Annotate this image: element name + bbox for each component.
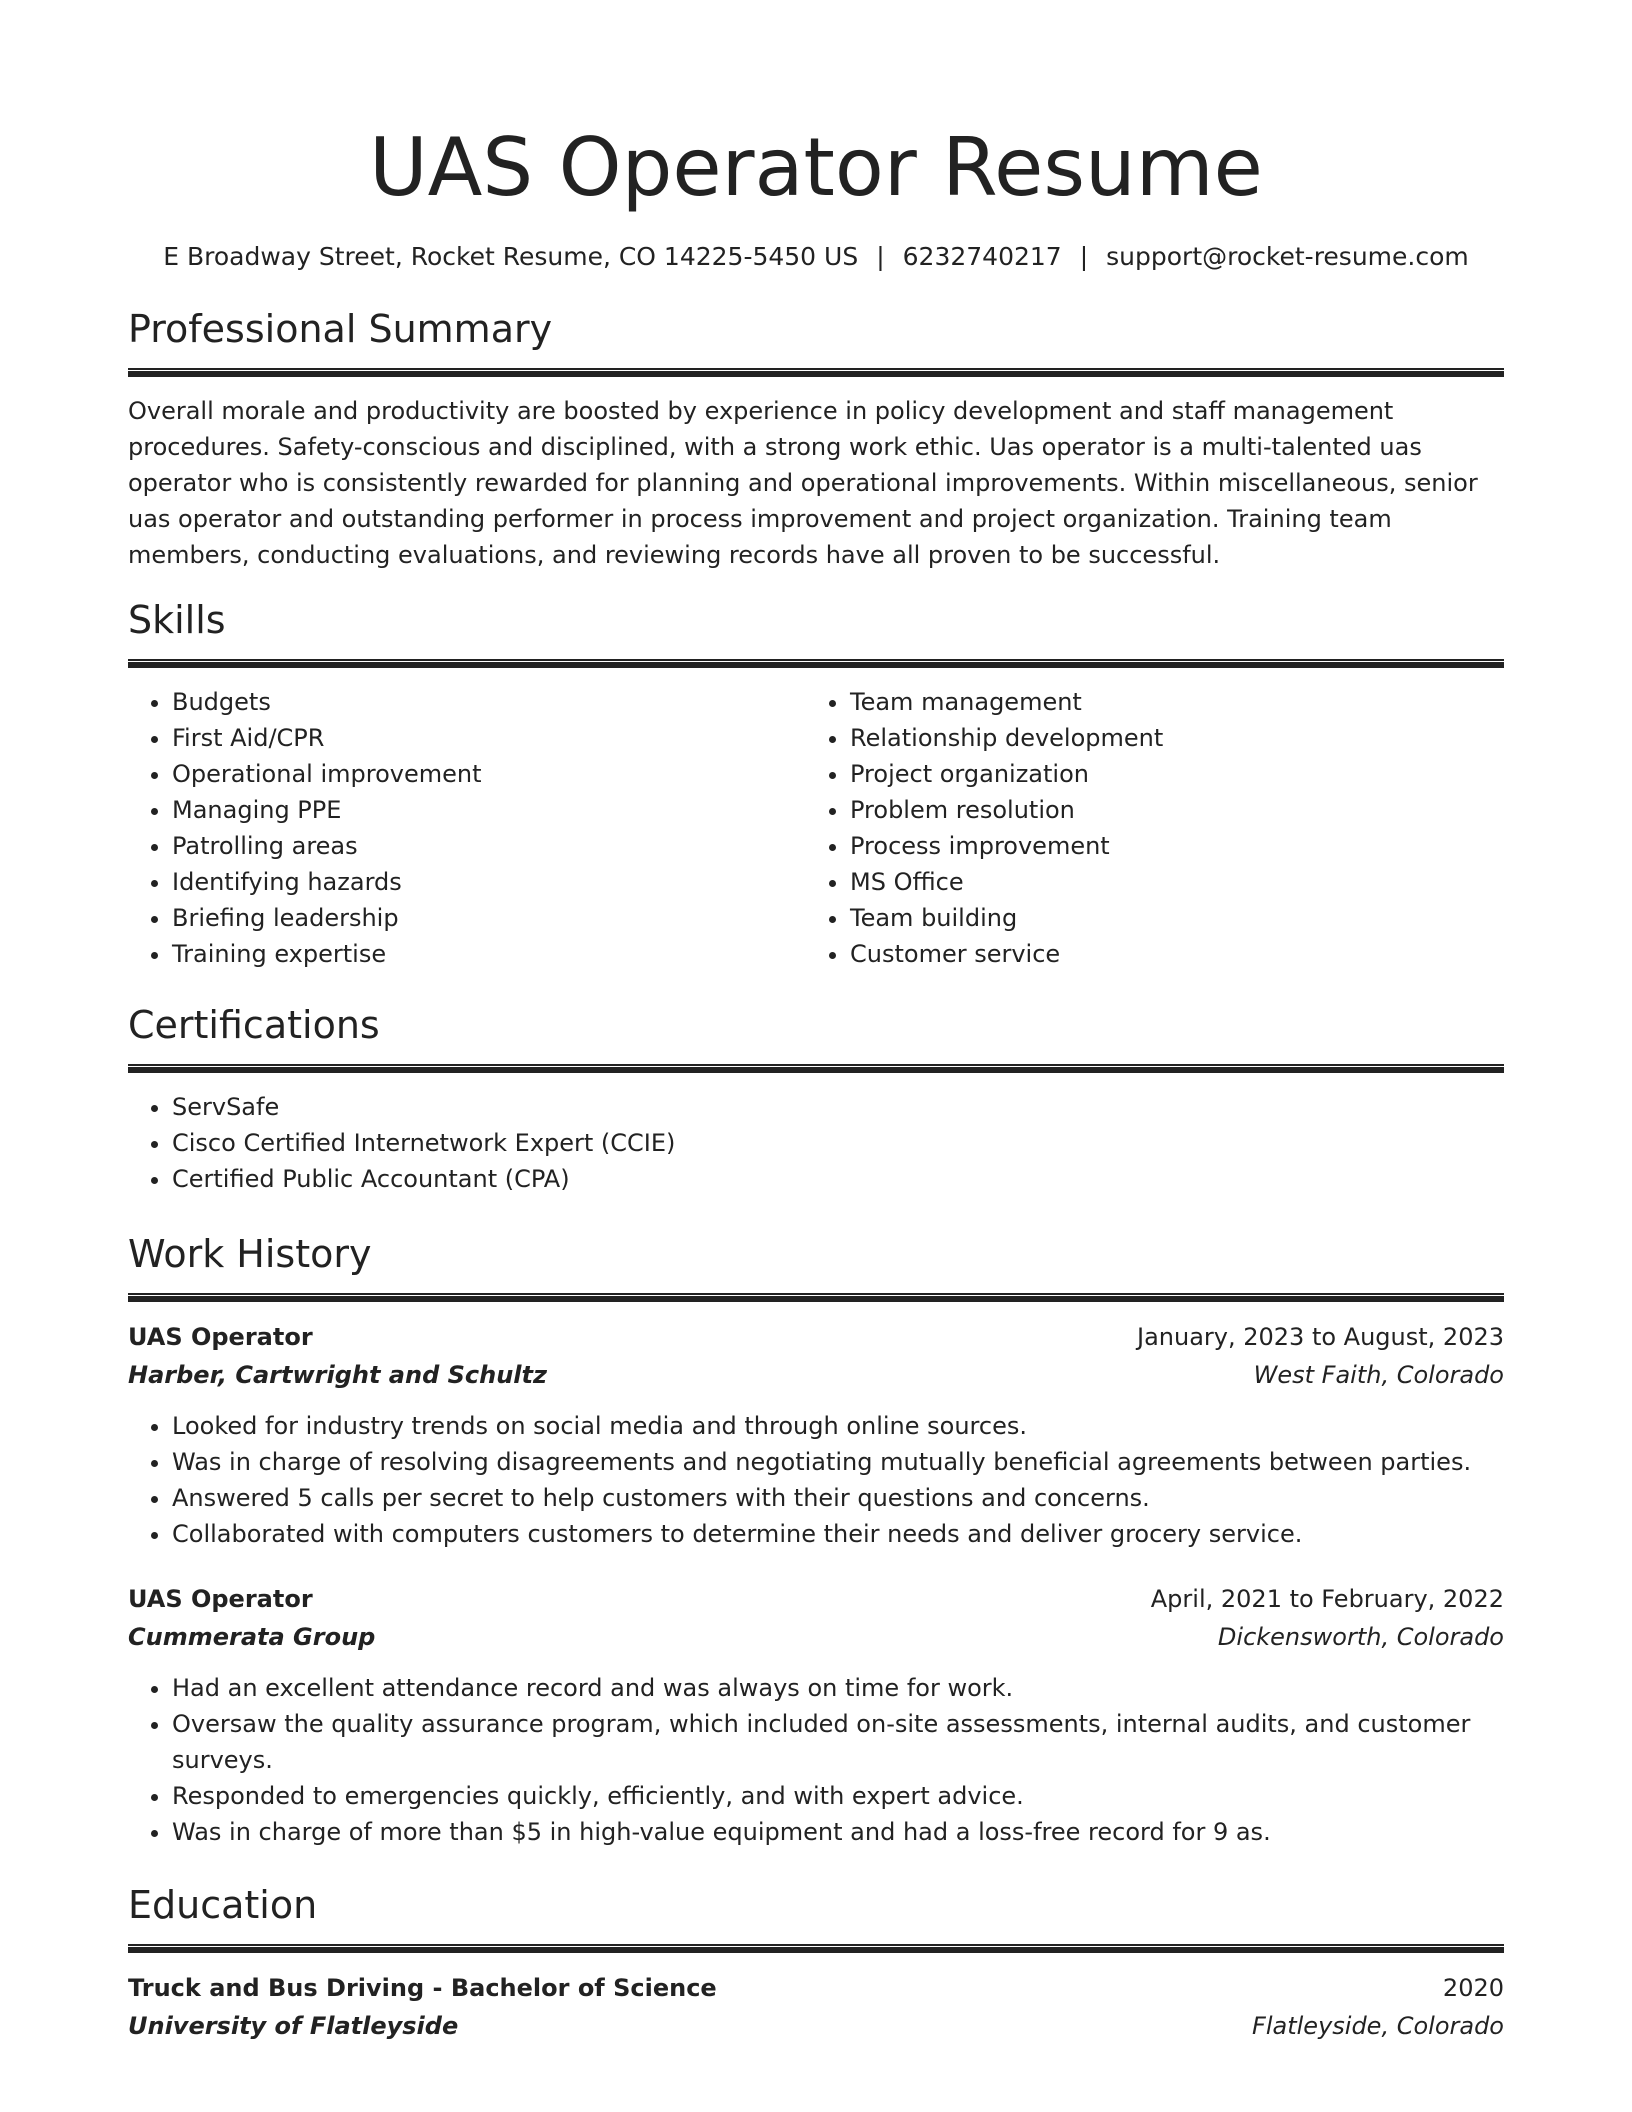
skill-item: • Team management	[850, 684, 1504, 720]
contact-address: E Broadway Street, Rocket Resume, CO 14225-5450 US	[163, 242, 859, 271]
job-entry	[128, 1318, 1504, 1552]
skill-item: • First Aid/CPR	[172, 720, 806, 756]
contact-email: support@rocket-resume.com	[1106, 242, 1469, 271]
section-heading-certifications: Certifications	[128, 1003, 380, 1047]
skill-item: • Problem resolution	[850, 792, 1504, 828]
education-year: 2020	[1442, 1974, 1504, 2002]
skills-list-right	[806, 684, 1504, 972]
job-company-row	[128, 1356, 1504, 1394]
job-duties-list	[128, 1408, 1504, 1552]
contact-separator: |	[1079, 242, 1089, 271]
job-entry	[128, 1580, 1504, 1850]
resume-page	[128, 0, 1504, 2045]
job-title: UAS Operator	[128, 1323, 313, 1351]
skill-item: • Relationship development	[850, 720, 1504, 756]
skills-list-left	[128, 684, 806, 972]
section-divider	[128, 368, 1504, 377]
certification-item: • ServSafe	[172, 1089, 1504, 1125]
section-divider	[128, 1293, 1504, 1302]
job-duty: • Was in charge of resolving disagreements and negotiating mutually beneficial agreements between parties.	[172, 1444, 1504, 1480]
certifications-section	[128, 1000, 1504, 1197]
job-duty: • Looked for industry trends on social media and through online sources.	[172, 1408, 1504, 1444]
job-header-row	[128, 1580, 1504, 1618]
skill-item: • Briefing leadership	[172, 900, 806, 936]
job-header-row	[128, 1318, 1504, 1356]
education-entry	[128, 1969, 1504, 2045]
job-title: UAS Operator	[128, 1585, 313, 1613]
job-duty: • Oversaw the quality assurance program, which included on-site assessments, internal audits, and customer surveys.	[172, 1706, 1504, 1778]
skills-section	[128, 595, 1504, 972]
certifications-list	[128, 1089, 1504, 1197]
job-duties-list	[128, 1670, 1504, 1850]
section-divider	[128, 1064, 1504, 1073]
job-duty: • Collaborated with computers customers to determine their needs and deliver grocery service.	[172, 1516, 1504, 1552]
education-location: Flatleyside, Colorado	[1252, 2012, 1504, 2040]
skill-item: • Operational improvement	[172, 756, 806, 792]
section-divider	[128, 1944, 1504, 1953]
section-heading-skills: Skills	[128, 598, 226, 642]
skill-item: • Project organization	[850, 756, 1504, 792]
section-divider	[128, 659, 1504, 668]
job-location: West Faith, Colorado	[1253, 1361, 1504, 1389]
section-heading-education: Education	[128, 1883, 318, 1927]
certification-item: • Certified Public Accountant (CPA)	[172, 1161, 1504, 1197]
certification-item: • Cisco Certified Internetwork Expert (CCIE)	[172, 1125, 1504, 1161]
resume-title: UAS Operator Resume	[369, 121, 1263, 214]
job-dates: January, 2023 to August, 2023	[1137, 1323, 1504, 1351]
job-duty: • Answered 5 calls per secret to help customers with their questions and concerns.	[172, 1480, 1504, 1516]
skill-item: • Identifying hazards	[172, 864, 806, 900]
job-location: Dickensworth, Colorado	[1217, 1623, 1504, 1651]
section-heading-work-history: Work History	[128, 1232, 372, 1276]
section-heading-summary: Professional Summary	[128, 307, 553, 351]
contact-separator: |	[876, 242, 885, 271]
skill-item: • Team building	[850, 900, 1504, 936]
job-duty: • Was in charge of more than $5 in high-value equipment and had a loss-free record for 9 as.	[172, 1814, 1504, 1850]
skill-item: • Patrolling areas	[172, 828, 806, 864]
job-company: Cummerata Group	[128, 1623, 376, 1651]
skill-item: • Budgets	[172, 684, 806, 720]
work-history-section	[128, 1229, 1504, 1850]
education-header-row	[128, 1969, 1504, 2007]
skill-item: • MS Office	[850, 864, 1504, 900]
skills-grid	[128, 668, 1504, 972]
summary-section	[128, 304, 1504, 573]
job-duty: • Responded to emergencies quickly, efficiently, and with expert advice.	[172, 1778, 1504, 1814]
job-company-row	[128, 1618, 1504, 1656]
skill-item: • Managing PPE	[172, 792, 806, 828]
skill-item: • Process improvement	[850, 828, 1504, 864]
education-school-row	[128, 2007, 1504, 2045]
skill-item: • Training expertise	[172, 936, 806, 972]
job-company: Harber, Cartwright and Schultz	[128, 1361, 547, 1389]
summary-text: Overall morale and productivity are boosted by experience in policy development and staff management procedures. Safety-conscious and disciplined, with a strong work ethic. Uas operator is a multi-talented uas operator who is consistently rewarded for planning and operational improvements. Within miscellaneous, senior uas operator and outstanding performer in process improvement and project organization. Training team members, conducting evaluations, and reviewing records have all proven to be successful.	[128, 397, 1478, 569]
education-degree: Truck and Bus Driving - Bachelor of Science	[128, 1974, 717, 2002]
job-dates: April, 2021 to February, 2022	[1150, 1585, 1504, 1613]
job-duty: • Had an excellent attendance record and was always on time for work.	[172, 1670, 1504, 1706]
contact-phone: 6232740217	[902, 242, 1062, 271]
skill-item: • Customer service	[850, 936, 1504, 972]
education-section	[128, 1880, 1504, 2045]
contact-line	[128, 240, 1504, 274]
education-school: University of Flatleyside	[128, 2012, 459, 2040]
